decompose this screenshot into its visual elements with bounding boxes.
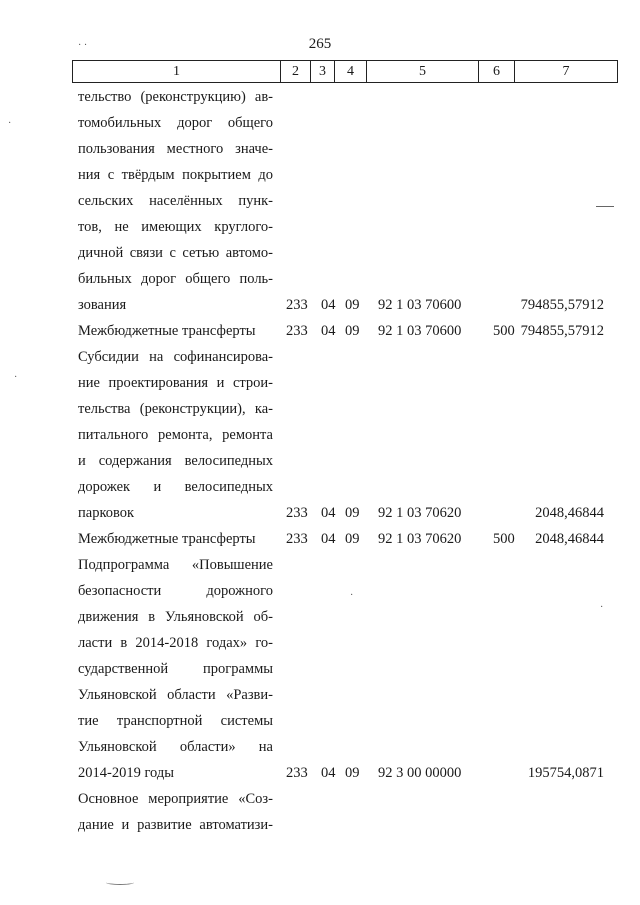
table-row xyxy=(78,683,618,707)
header-col-5: 5 xyxy=(367,61,479,82)
table-row xyxy=(78,813,618,837)
row-description: дичной связи с сетью автомо- xyxy=(78,245,273,261)
header-col-3: 3 xyxy=(311,61,335,82)
header-col-4: 4 xyxy=(335,61,367,82)
row-description: ласти в 2014-2018 годах» го- xyxy=(78,635,273,651)
scan-speck: · xyxy=(14,372,18,383)
row-description: зования xyxy=(78,297,127,313)
page-number: 265 xyxy=(308,36,332,52)
header-col-1: 1 xyxy=(73,61,281,82)
row-c4: 09 xyxy=(345,297,360,313)
row-c5: 92 1 03 70620 xyxy=(378,531,462,547)
row-c5: 92 3 00 00000 xyxy=(378,765,462,781)
row-description: сударственной программы xyxy=(78,661,273,677)
row-description: питального ремонта, ремонта xyxy=(78,427,273,443)
row-description: Ульяновской области» на xyxy=(78,739,273,755)
row-description: движения в Ульяновской об- xyxy=(78,609,273,625)
row-description: дорожек и велосипедных xyxy=(78,479,273,495)
row-c2: 233 xyxy=(286,505,308,521)
table-row xyxy=(78,319,618,343)
row-description: Субсидии на софинансирова- xyxy=(78,349,273,365)
table-row xyxy=(78,189,618,213)
table-row xyxy=(78,137,618,161)
row-c2: 233 xyxy=(286,531,308,547)
table-header-row xyxy=(72,60,618,83)
row-c3: 04 xyxy=(321,323,336,339)
table-row xyxy=(78,345,618,369)
table-row xyxy=(78,527,618,551)
row-description: ние проектирования и строи- xyxy=(78,375,273,391)
row-c3: 04 xyxy=(321,297,336,313)
scan-mark xyxy=(596,206,614,207)
row-c7: 195754,0871 xyxy=(527,765,604,781)
header-col-2: 2 xyxy=(281,61,311,82)
row-c7: 2048,46844 xyxy=(535,531,604,547)
row-c2: 233 xyxy=(286,323,308,339)
scan-speck: · xyxy=(350,590,354,601)
row-c6: 500 xyxy=(493,323,515,339)
row-c2: 233 xyxy=(286,765,308,781)
row-description: тельства (реконструкции), ка- xyxy=(78,401,273,417)
row-description: парковок xyxy=(78,505,135,521)
row-description: и содержания велосипедных xyxy=(78,453,273,469)
table-row xyxy=(78,267,618,291)
table-row xyxy=(78,241,618,265)
row-c7: 794855,57912 xyxy=(520,297,604,313)
scan-speck: · · xyxy=(78,40,88,51)
table-row xyxy=(78,85,618,109)
table-row xyxy=(78,787,618,811)
table-row xyxy=(78,163,618,187)
table-row xyxy=(78,111,618,135)
table-row xyxy=(78,605,618,629)
row-description: тельство (реконструкцию) ав- xyxy=(78,89,273,105)
table-row xyxy=(78,553,618,577)
row-c3: 04 xyxy=(321,531,336,547)
row-description: тов, не имеющих круглого- xyxy=(78,219,273,235)
row-c4: 09 xyxy=(345,531,360,547)
table-row xyxy=(78,631,618,655)
table-row xyxy=(78,293,618,317)
table-row xyxy=(78,709,618,733)
row-c7: 794855,57912 xyxy=(520,323,604,339)
row-c4: 09 xyxy=(345,765,360,781)
row-description: дание и развитие автоматизи- xyxy=(78,817,273,833)
row-description: бильных дорог общего поль- xyxy=(78,271,273,287)
scan-mark xyxy=(106,880,134,885)
row-c5: 92 1 03 70600 xyxy=(378,297,462,313)
row-c2: 233 xyxy=(286,297,308,313)
row-c4: 09 xyxy=(345,323,360,339)
row-c5: 92 1 03 70620 xyxy=(378,505,462,521)
row-description: томобильных дорог общего xyxy=(78,115,273,131)
table-row xyxy=(78,735,618,759)
row-description: Подпрограмма «Повышение xyxy=(78,557,273,573)
scan-speck: · xyxy=(8,118,12,129)
scan-speck: · xyxy=(600,602,604,613)
row-description: ния с твёрдым покрытием до xyxy=(78,167,273,183)
row-description: сельских населённых пунк- xyxy=(78,193,273,209)
row-description: тие транспортной системы xyxy=(78,713,273,729)
table-row xyxy=(78,215,618,239)
header-col-6: 6 xyxy=(479,61,515,82)
table-row xyxy=(78,449,618,473)
row-description: 2014-2019 годы xyxy=(78,765,174,781)
table-row xyxy=(78,397,618,421)
row-c4: 09 xyxy=(345,505,360,521)
row-description: безопасности дорожного xyxy=(78,583,273,599)
table-row xyxy=(78,579,618,603)
table-row xyxy=(78,501,618,525)
row-c3: 04 xyxy=(321,765,336,781)
row-description: пользования местного значе- xyxy=(78,141,273,157)
table-row xyxy=(78,371,618,395)
row-c3: 04 xyxy=(321,505,336,521)
row-c5: 92 1 03 70600 xyxy=(378,323,462,339)
row-description: Основное мероприятие «Соз- xyxy=(78,791,273,807)
row-description: Межбюджетные трансферты xyxy=(78,323,256,339)
table-row xyxy=(78,761,618,785)
row-c7: 2048,46844 xyxy=(535,505,604,521)
table-row xyxy=(78,475,618,499)
row-description: Ульяновской области «Разви- xyxy=(78,687,273,703)
table-row xyxy=(78,657,618,681)
row-c6: 500 xyxy=(493,531,515,547)
header-col-7: 7 xyxy=(562,64,570,79)
table-row xyxy=(78,423,618,447)
row-description: Межбюджетные трансферты xyxy=(78,531,256,547)
